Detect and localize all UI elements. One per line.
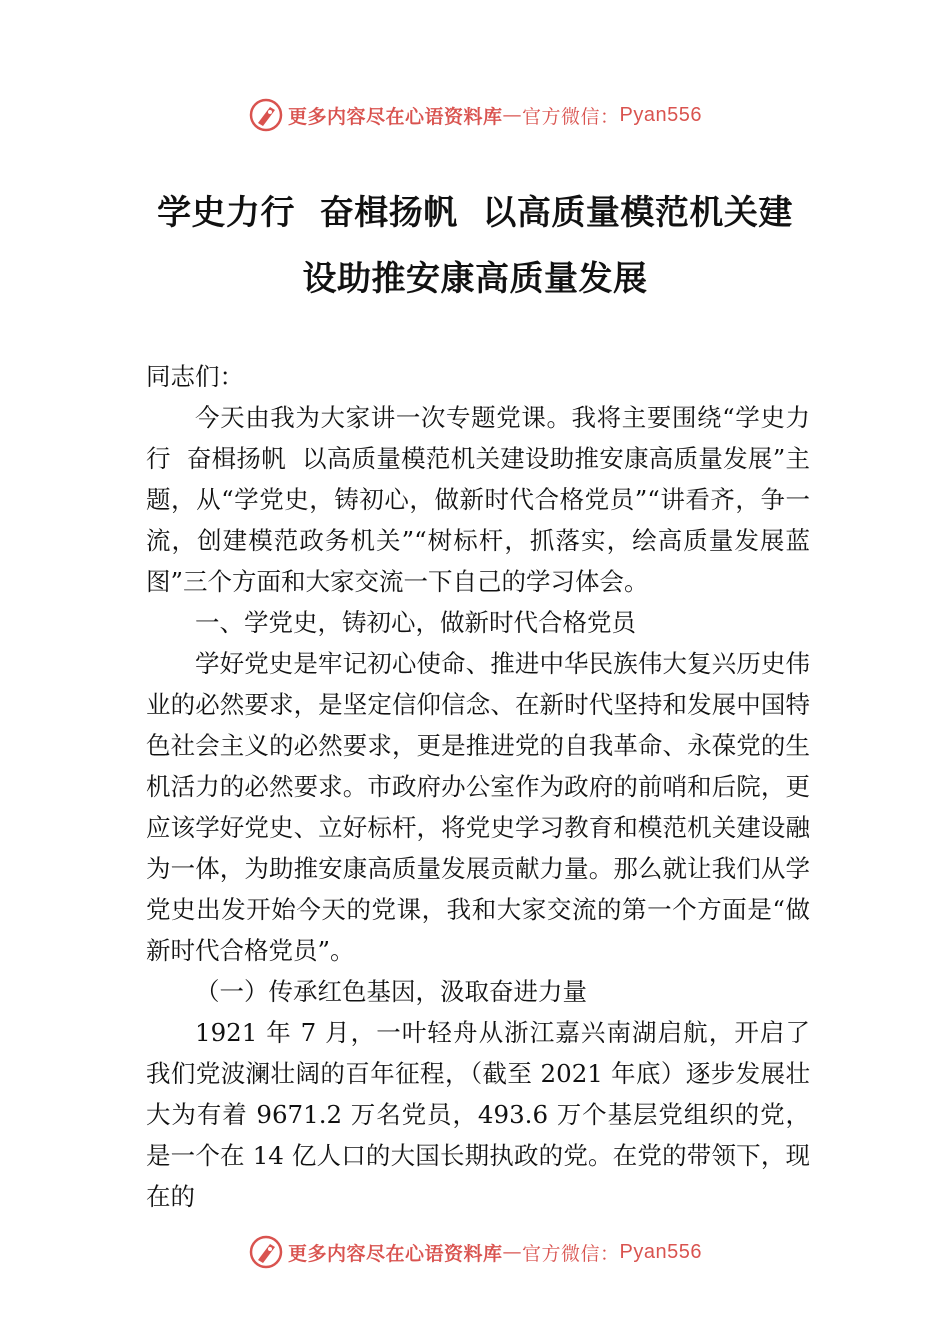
pen-nib-icon [248, 1234, 284, 1270]
watermark-brand: 更多内容尽在心语资料库 [288, 1242, 503, 1265]
paragraph-intro: 今天由我为大家讲一次专题党课。我将主要围绕“学史力行 奋楫扬帆 以高质量模范机关建设助推安康高质量发展”主题，从“学党史，铸初心，做新时代合格党员”“讲看齐，争一流，创建模范政务机关”“树标杆，抓落实，绘高质量发展蓝图”三个方面和大家交流一下自己的学习体会。 [146, 403, 810, 596]
watermark-contact: 官方微信： [522, 105, 620, 128]
document-title [120, 180, 830, 312]
salutation: 同志们： [146, 362, 244, 391]
section-heading-1: 一、学党史，铸初心，做新时代合格党员 [195, 608, 636, 637]
watermark-brand: 更多内容尽在心语资料库 [288, 105, 503, 128]
paragraph-1921: 1921 年 7 月，一叶轻舟从浙江嘉兴南湖启航，开启了我们党波澜壮阔的百年征程，（截至 2021 年底）逐步发展壮大为有着 9671.2 万名党员，493.6 万个基层党组织的党，是一个在 14 亿人口的大国长期执政的党。在党的带领下，现在的 [146, 1018, 810, 1211]
pen-nib-icon [248, 97, 284, 133]
watermark-separator: — [502, 1241, 523, 1263]
watermark-handle: Pyan556 [619, 1240, 702, 1263]
document-body [146, 356, 810, 1217]
title-line-1: 学史力行 奋楫扬帆 以高质量模范机关建 [157, 193, 793, 233]
title-line-2: 设助推安康高质量发展 [302, 259, 648, 299]
watermark-header [0, 95, 950, 135]
paragraph-party-history: 学好党史是牢记初心使命、推进中华民族伟大复兴历史伟业的必然要求，是坚定信仰信念、在新时代坚持和发展中国特色社会主义的必然要求，更是推进党的自我革命、永葆党的生机活力的必然要求。市政府办公室作为政府的前哨和后院，更应该学好党史、立好标杆，将党史学习教育和模范机关建设融为一体，为助推安康高质量发展贡献力量。那么就让我们从学党史出发开始今天的党课，我和大家交流的第一个方面是“做新时代合格党员”。 [146, 649, 810, 965]
watermark-footer [0, 1232, 950, 1272]
watermark-separator: — [502, 104, 523, 126]
watermark-handle: Pyan556 [619, 103, 702, 126]
subsection-heading-1: （一）传承红色基因，汲取奋进力量 [195, 977, 587, 1006]
watermark-contact: 官方微信： [522, 1242, 620, 1265]
